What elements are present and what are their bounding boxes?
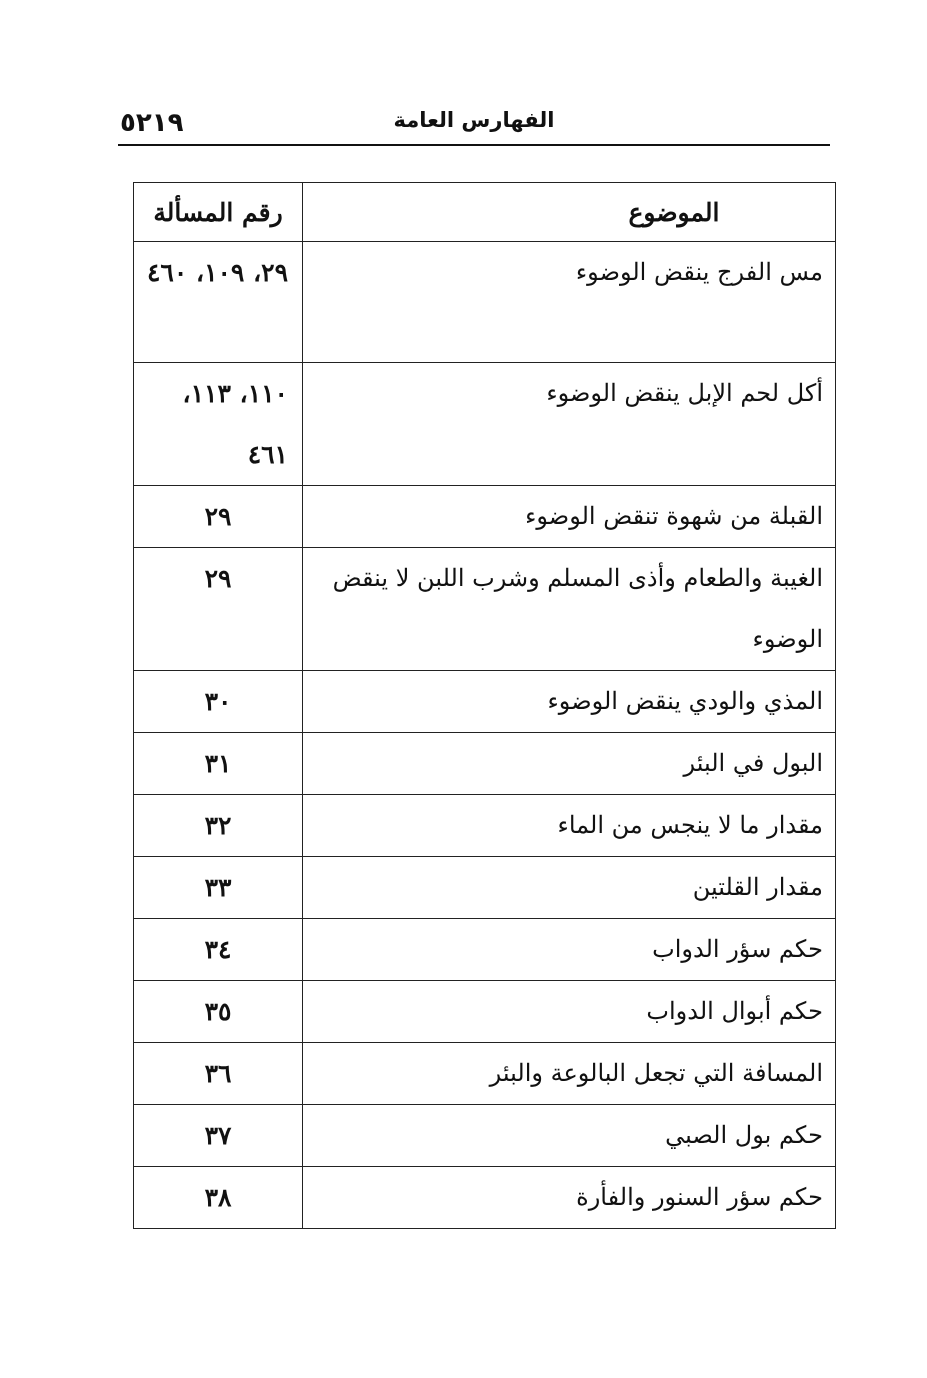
page-header xyxy=(118,100,830,146)
table-row xyxy=(134,363,836,486)
issue-number-cell: ٣٣ xyxy=(134,857,303,919)
topic-cell: حكم سؤر الدواب xyxy=(303,919,836,981)
table-row xyxy=(134,1105,836,1167)
table-row xyxy=(134,548,836,671)
topic-cell: القبلة من شهوة تنقض الوضوء xyxy=(303,486,836,548)
issue-number-cell: ٣٧ xyxy=(134,1105,303,1167)
table-row xyxy=(134,733,836,795)
topic-cell: مقدار ما لا ينجس من الماء xyxy=(303,795,836,857)
issue-number-cell: ٣٨ xyxy=(134,1167,303,1229)
table-row xyxy=(134,857,836,919)
issue-number-cell: ٢٩ xyxy=(134,548,303,671)
column-header-topic: الموضوع xyxy=(303,183,836,242)
issue-number-cell: ٢٩، ١٠٩، ٤٦٠ xyxy=(134,242,303,363)
page-number: ٥٢١٩ xyxy=(120,108,184,138)
topic-cell: مس الفرج ينقض الوضوء xyxy=(303,242,836,363)
issue-number-cell: ٣٤ xyxy=(134,919,303,981)
issue-number-cell: ١١٠، ١١٣، ٤٦١ xyxy=(134,363,303,486)
table-row xyxy=(134,1167,836,1229)
running-title: الفهارس العامة xyxy=(393,108,555,132)
topic-cell: المذي والودي ينقض الوضوء xyxy=(303,671,836,733)
issue-number-cell: ٣١ xyxy=(134,733,303,795)
topic-cell: المسافة التي تجعل البالوعة والبئر xyxy=(303,1043,836,1105)
issue-number-cell: ٣٠ xyxy=(134,671,303,733)
topic-cell: حكم أبوال الدواب xyxy=(303,981,836,1043)
table-row xyxy=(134,1043,836,1105)
topic-cell: حكم سؤر السنور والفأرة xyxy=(303,1167,836,1229)
issue-number-cell: ٣٥ xyxy=(134,981,303,1043)
table-row xyxy=(134,919,836,981)
table-row xyxy=(134,242,836,363)
table-row xyxy=(134,795,836,857)
topic-cell: حكم بول الصبي xyxy=(303,1105,836,1167)
column-header-issue-number: رقم المسألة xyxy=(134,183,303,242)
topic-cell: الغيبة والطعام وأذى المسلم وشرب اللبن لا ينقض الوضوء xyxy=(303,548,836,671)
issue-number-cell: ٢٩ xyxy=(134,486,303,548)
issue-number-cell: ٣٢ xyxy=(134,795,303,857)
issue-number-cell: ٣٦ xyxy=(134,1043,303,1105)
index-table xyxy=(133,182,836,1229)
table-row xyxy=(134,981,836,1043)
table-row xyxy=(134,486,836,548)
topic-cell: مقدار القلتين xyxy=(303,857,836,919)
table-header-row xyxy=(134,183,836,242)
topic-cell: البول في البئر xyxy=(303,733,836,795)
topic-cell: أكل لحم الإبل ينقض الوضوء xyxy=(303,363,836,486)
table-row xyxy=(134,671,836,733)
